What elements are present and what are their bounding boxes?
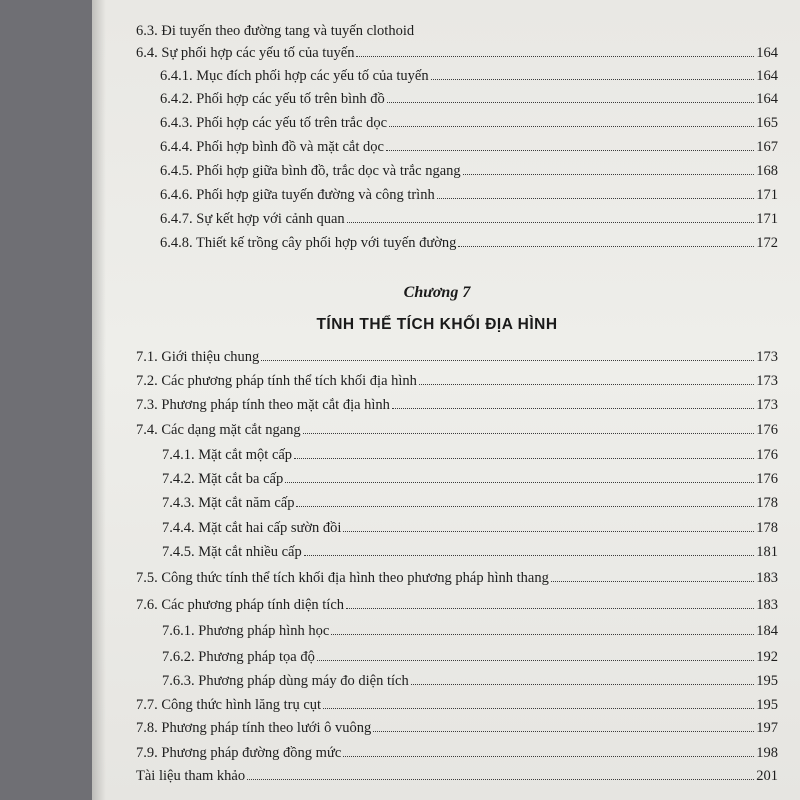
toc-page-number: 197 [756, 720, 778, 736]
toc-page-number: 171 [756, 211, 778, 227]
toc-entry-text: 6.4.2. Phối hợp các yếu tố trên bình đồ [160, 91, 385, 107]
toc-page-number: 164 [756, 68, 778, 84]
toc-entry-text: 7.8. Phương pháp tính theo lưới ô vuông [136, 720, 372, 736]
toc-entry-6-4-5 [160, 162, 778, 180]
toc-entry-6-4-6 [160, 186, 778, 204]
dot-leader [411, 684, 754, 685]
toc-entry-7-1 [136, 348, 778, 366]
toc-page-number: 195 [756, 697, 778, 713]
dot-leader [346, 608, 754, 609]
toc-entry-text: 7.4.4. Mặt cắt hai cấp sườn đồi [162, 520, 342, 536]
dot-leader [551, 581, 754, 582]
toc-entry-text: 7.2. Các phương pháp tính thể tích khối địa hình [136, 373, 417, 389]
dot-leader [331, 634, 754, 635]
toc-entry-text: Tài liệu tham khảo [136, 768, 246, 784]
dot-leader [431, 79, 754, 80]
toc-entry-7-4-4 [162, 519, 778, 537]
dot-leader [303, 433, 754, 434]
toc-entry-7-8 [136, 719, 778, 737]
dot-leader [356, 56, 754, 57]
toc-entry-text: 6.4.1. Mục đích phối hợp các yếu tố của tuyến [160, 68, 429, 84]
toc-page-number: 176 [756, 422, 778, 438]
dot-leader [261, 360, 754, 361]
toc-entry-text: 6.4.5. Phối hợp giữa bình đồ, trắc dọc và trắc ngang [160, 163, 461, 179]
toc-entry-references [136, 767, 778, 785]
toc-page-number: 171 [756, 187, 778, 203]
toc-page-number: 164 [756, 45, 778, 61]
toc-page-number: 183 [756, 597, 778, 613]
dot-leader [294, 458, 754, 459]
toc-entry-text: 7.9. Phương pháp đường đồng mức [136, 745, 342, 761]
toc-page-number: 165 [756, 115, 778, 131]
toc-page-number: 164 [756, 91, 778, 107]
toc-page-number: 173 [756, 349, 778, 365]
dot-leader [392, 408, 754, 409]
toc-entry-text: 6.3. Đi tuyến theo đường tang và tuyến clothoid [136, 23, 415, 39]
chapter-label: Chương 7 [403, 284, 471, 301]
toc-page-number: 176 [756, 471, 778, 487]
toc-entry-text: 7.4.5. Mặt cắt nhiều cấp [162, 544, 302, 560]
toc-entry-7-6-1 [162, 622, 778, 640]
dot-leader [296, 506, 754, 507]
dot-leader [317, 660, 754, 661]
toc-entry-6-3 [136, 22, 778, 40]
dot-leader [304, 555, 754, 556]
toc-entry-7-2 [136, 372, 778, 390]
toc-entry-text: 7.4.3. Mặt cắt năm cấp [162, 495, 295, 511]
toc-entry-7-6 [136, 596, 778, 614]
toc-entry-7-4 [136, 421, 778, 439]
toc-page-number: 181 [756, 544, 778, 560]
toc-entry-text: 7.4.2. Mặt cắt ba cấp [162, 471, 284, 487]
toc-page-number: 183 [756, 570, 778, 586]
dot-leader [343, 756, 754, 757]
toc-page-number: 173 [756, 373, 778, 389]
toc-entry-7-9 [136, 744, 778, 762]
toc-entry-text: 6.4.8. Thiết kế trồng cây phối hợp với tuyến đường [160, 235, 457, 251]
toc-entry-7-4-3 [162, 494, 778, 512]
toc-entry-text: 7.6. Các phương pháp tính diện tích [136, 597, 345, 613]
toc-entry-6-4-1 [160, 67, 778, 85]
toc-entry-text: 7.6.3. Phương pháp dùng máy đo diện tích [162, 673, 409, 689]
dot-leader [323, 708, 754, 709]
toc-entry-text: 7.4.1. Mặt cắt một cấp [162, 447, 293, 463]
toc-entry-text: 7.5. Công thức tính thể tích khối địa hình theo phương pháp hình thang [136, 570, 549, 586]
toc-page-number: 168 [756, 163, 778, 179]
toc-page-number: 167 [756, 139, 778, 155]
dot-leader [386, 150, 754, 151]
toc-entry-7-3 [136, 396, 778, 414]
toc-page-number: 184 [756, 623, 778, 639]
toc-entry-text: 6.4.7. Sự kết hợp với cảnh quan [160, 211, 345, 227]
toc-entry-6-4-8 [160, 234, 778, 252]
dot-leader [373, 731, 754, 732]
dot-leader [463, 174, 754, 175]
toc-entry-text: 6.4.4. Phối hợp bình đồ và mặt cắt dọc [160, 139, 384, 155]
toc-page-number: 198 [756, 745, 778, 761]
toc-entry-7-4-1 [162, 446, 778, 464]
toc-entry-text: 7.6.2. Phương pháp tọa độ [162, 649, 315, 665]
dot-leader [285, 482, 754, 483]
book-page [92, 0, 800, 800]
toc-entry-text: 7.3. Phương pháp tính theo mặt cắt địa hình [136, 397, 390, 413]
dot-leader [387, 102, 754, 103]
dot-leader [437, 198, 754, 199]
toc-page-number: 201 [756, 768, 778, 784]
toc-entry-text: 7.7. Công thức hình lăng trụ cụt [136, 697, 322, 713]
toc-entry-6-4-4 [160, 138, 778, 156]
toc-entry-text: 6.4.6. Phối hợp giữa tuyến đường và công trình [160, 187, 435, 203]
toc-entry-7-4-5 [162, 543, 778, 561]
toc-entry-7-6-3 [162, 672, 778, 690]
dot-leader [347, 222, 754, 223]
toc-entry-text: 7.4. Các dạng mặt cắt ngang [136, 422, 301, 438]
toc-entry-text: 7.6.1. Phương pháp hình học [162, 623, 330, 639]
toc-entry-7-6-2 [162, 648, 778, 666]
toc-entry-text: 7.1. Giới thiệu chung [136, 349, 260, 365]
toc-page-number: 176 [756, 447, 778, 463]
toc-entry-6-4-3 [160, 114, 778, 132]
toc-entry-6-4-7 [160, 210, 778, 228]
dot-leader [419, 384, 754, 385]
toc-page-number: 173 [756, 397, 778, 413]
dot-leader [389, 126, 754, 127]
toc-page-number: 178 [756, 520, 778, 536]
toc-page-number: 195 [756, 673, 778, 689]
toc-page-number: 192 [756, 649, 778, 665]
toc-page-number: 178 [756, 495, 778, 511]
chapter-title: TÍNH THỂ TÍCH KHỐI ĐỊA HÌNH [316, 316, 558, 333]
toc-entry-7-7 [136, 696, 778, 714]
dot-leader [458, 246, 754, 247]
dot-leader [247, 779, 754, 780]
toc-entry-7-5 [136, 569, 778, 587]
toc-entry-6-4 [136, 44, 778, 62]
toc-entry-text: 6.4. Sự phối hợp các yếu tố của tuyến [136, 45, 355, 61]
toc-entry-6-4-2 [160, 90, 778, 108]
dot-leader [343, 531, 754, 532]
toc-entry-7-4-2 [162, 470, 778, 488]
toc-entry-text: 6.4.3. Phối hợp các yếu tố trên trắc dọc [160, 115, 388, 131]
toc-page-number: 172 [756, 235, 778, 251]
